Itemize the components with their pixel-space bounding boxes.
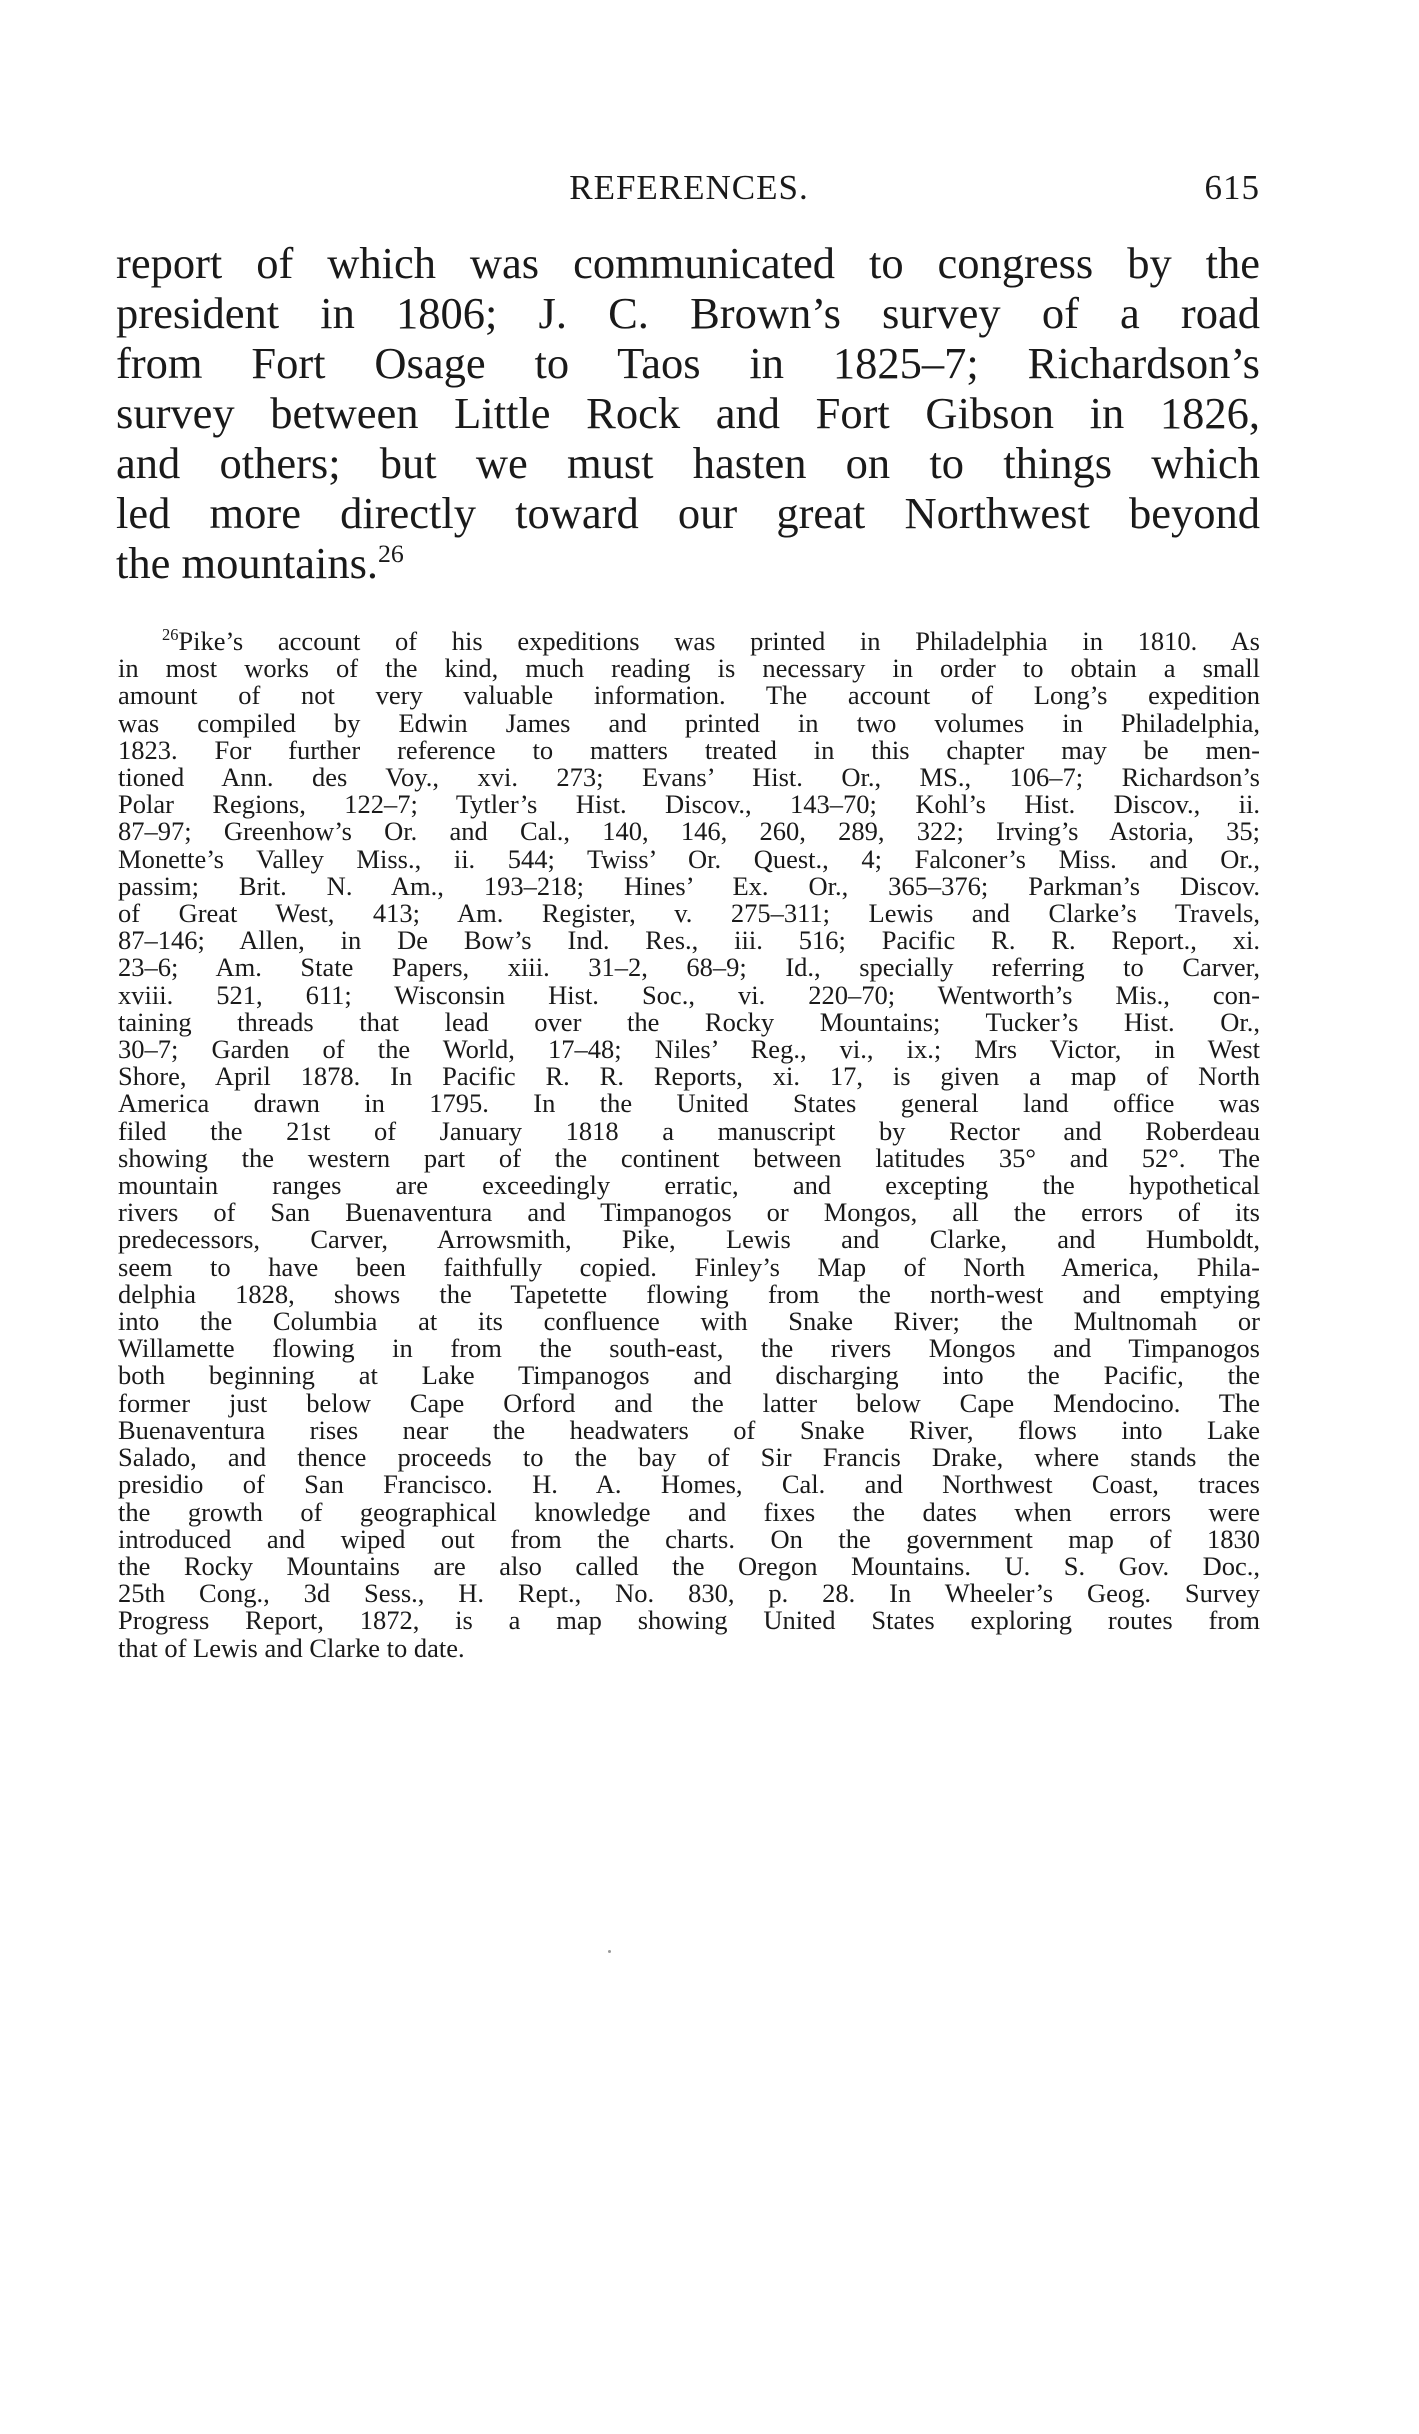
footnote-line: Shore, April 1878. In Pacific R. R. Reports, xi. 17, is given a map of North — [118, 1061, 1260, 1092]
footnote-line: presidio of San Francisco. H. A. Homes, Cal. and Northwest Coast, traces — [118, 1469, 1260, 1500]
main-text-line: president in 1806; J. C. Brown’s survey of a road — [116, 288, 1260, 338]
footnote-line: 25th Cong., 3d Sess., H. Rept., No. 830, p. 28. In Wheeler’s Geog. Survey — [118, 1578, 1260, 1609]
footnote-line: seem to have been faithfully copied. Finley’s Map of North America, Phila- — [118, 1251, 1260, 1282]
footnote — [118, 625, 1260, 1663]
footnote-reference: 26 — [378, 539, 404, 569]
main-text-line-text: the mountains. — [116, 538, 379, 588]
main-text-line: led more directly toward our great Northwest beyond — [116, 488, 1260, 538]
footnote-line: in most works of the kind, much reading is necessary in order to obtain a small — [118, 653, 1260, 684]
footnote-last-line: that of Lewis and Clarke to date. — [118, 1632, 465, 1663]
footnote-line: Progress Report, 1872, is a map showing United States exploring routes from — [118, 1605, 1260, 1636]
page-number: 615 — [1204, 168, 1260, 207]
footnote-line: Buenaventura rises near the headwaters of Snake River, flows into Lake — [118, 1414, 1260, 1445]
footnote-line: was compiled by Edwin James and printed in two volumes in Philadelphia, — [118, 707, 1260, 738]
main-text-last-line — [116, 538, 1260, 588]
footnote-line: into the Columbia at its confluence with Snake River; the Multnomah or — [118, 1306, 1260, 1337]
main-text-line: from Fort Osage to Taos in 1825–7; Richardson’s — [116, 338, 1260, 388]
page-header — [118, 168, 1260, 216]
main-text — [116, 238, 1260, 588]
footnote-line: showing the western part of the continent between latitudes 35° and 52°. The — [118, 1142, 1260, 1173]
footnote-line: 87–97; Greenhow’s Or. and Cal., 140, 146, 260, 289, 322; Irving’s Astoria, 35; — [118, 816, 1260, 847]
footnote-line: 87–146; Allen, in De Bow’s Ind. Res., iii. 516; Pacific R. R. Report., xi. — [118, 925, 1260, 956]
footnote-line: rivers of San Buenaventura and Timpanogos or Mongos, all the errors of its — [118, 1197, 1260, 1228]
footnote-line: Polar Regions, 122–7; Tytler’s Hist. Discov., 143–70; Kohl’s Hist. Discov., ii. — [118, 789, 1260, 820]
footnote-line: tioned Ann. des Voy., xvi. 273; Evans’ Hist. Or., MS., 106–7; Richardson’s — [118, 762, 1260, 793]
main-text-line: survey between Little Rock and Fort Gibson in 1826, — [116, 388, 1260, 438]
footnote-line: taining threads that lead over the Rocky Mountains; Tucker’s Hist. Or., — [118, 1006, 1260, 1037]
footnote-line: Monette’s Valley Miss., ii. 544; Twiss’ Or. Quest., 4; Falconer’s Miss. and Or., — [118, 843, 1260, 874]
footnote-line: xviii. 521, 611; Wisconsin Hist. Soc., vi. 220–70; Wentworth’s Mis., con- — [118, 979, 1260, 1010]
footnote-line: introduced and wiped out from the charts. On the government map of 1830 — [118, 1523, 1260, 1554]
running-head: REFERENCES. — [569, 168, 809, 207]
footnote-line: delphia 1828, shows the Tapetette flowing from the north-west and emptying — [118, 1278, 1260, 1309]
footnote-line: Salado, and thence proceeds to the bay of Sir Francis Drake, where stands the — [118, 1442, 1260, 1473]
footnote-line: Willamette flowing in from the south-east, the rivers Mongos and Timpanogos — [118, 1333, 1260, 1364]
footnote-line: the growth of geographical knowledge and fixes the dates when errors were — [118, 1496, 1260, 1527]
footnote-line: 30–7; Garden of the World, 17–48; Niles’ Reg., vi., ix.; Mrs Victor, in West — [118, 1034, 1260, 1065]
print-speck — [608, 1950, 611, 1953]
footnote-line: mountain ranges are exceedingly erratic, and excepting the hypothetical — [118, 1170, 1260, 1201]
footnote-line: the Rocky Mountains are also called the Oregon Mountains. U. S. Gov. Doc., — [118, 1550, 1260, 1581]
main-text-line: report of which was communicated to congress by the — [116, 238, 1260, 288]
footnote-line: amount of not very valuable information. The account of Long’s expedition — [118, 680, 1260, 711]
footnote-line: both beginning at Lake Timpanogos and discharging into the Pacific, the — [118, 1360, 1260, 1391]
footnote-marker: 26 — [162, 625, 179, 645]
footnote-line-text: Pike’s account of his expeditions was printed in Philadelphia in 1810. As — [178, 626, 1260, 656]
footnote-line: predecessors, Carver, Arrowsmith, Pike, Lewis and Clarke, and Humboldt, — [118, 1224, 1260, 1255]
footnote-first-line — [118, 625, 1260, 656]
footnote-line: 23–6; Am. State Papers, xiii. 31–2, 68–9; Id., specially referring to Carver, — [118, 952, 1260, 983]
main-text-line: and others; but we must hasten on to things which — [116, 438, 1260, 488]
footnote-line: passim; Brit. N. Am., 193–218; Hines’ Ex. Or., 365–376; Parkman’s Discov. — [118, 870, 1260, 901]
footnote-line: America drawn in 1795. In the United States general land office was — [118, 1088, 1260, 1119]
footnote-line: former just below Cape Orford and the latter below Cape Mendocino. The — [118, 1387, 1260, 1418]
footnote-line: of Great West, 413; Am. Register, v. 275–311; Lewis and Clarke’s Travels, — [118, 898, 1260, 929]
footnote-line: 1823. For further reference to matters treated in this chapter may be men- — [118, 734, 1260, 765]
footnote-line: filed the 21st of January 1818 a manuscript by Rector and Roberdeau — [118, 1115, 1260, 1146]
